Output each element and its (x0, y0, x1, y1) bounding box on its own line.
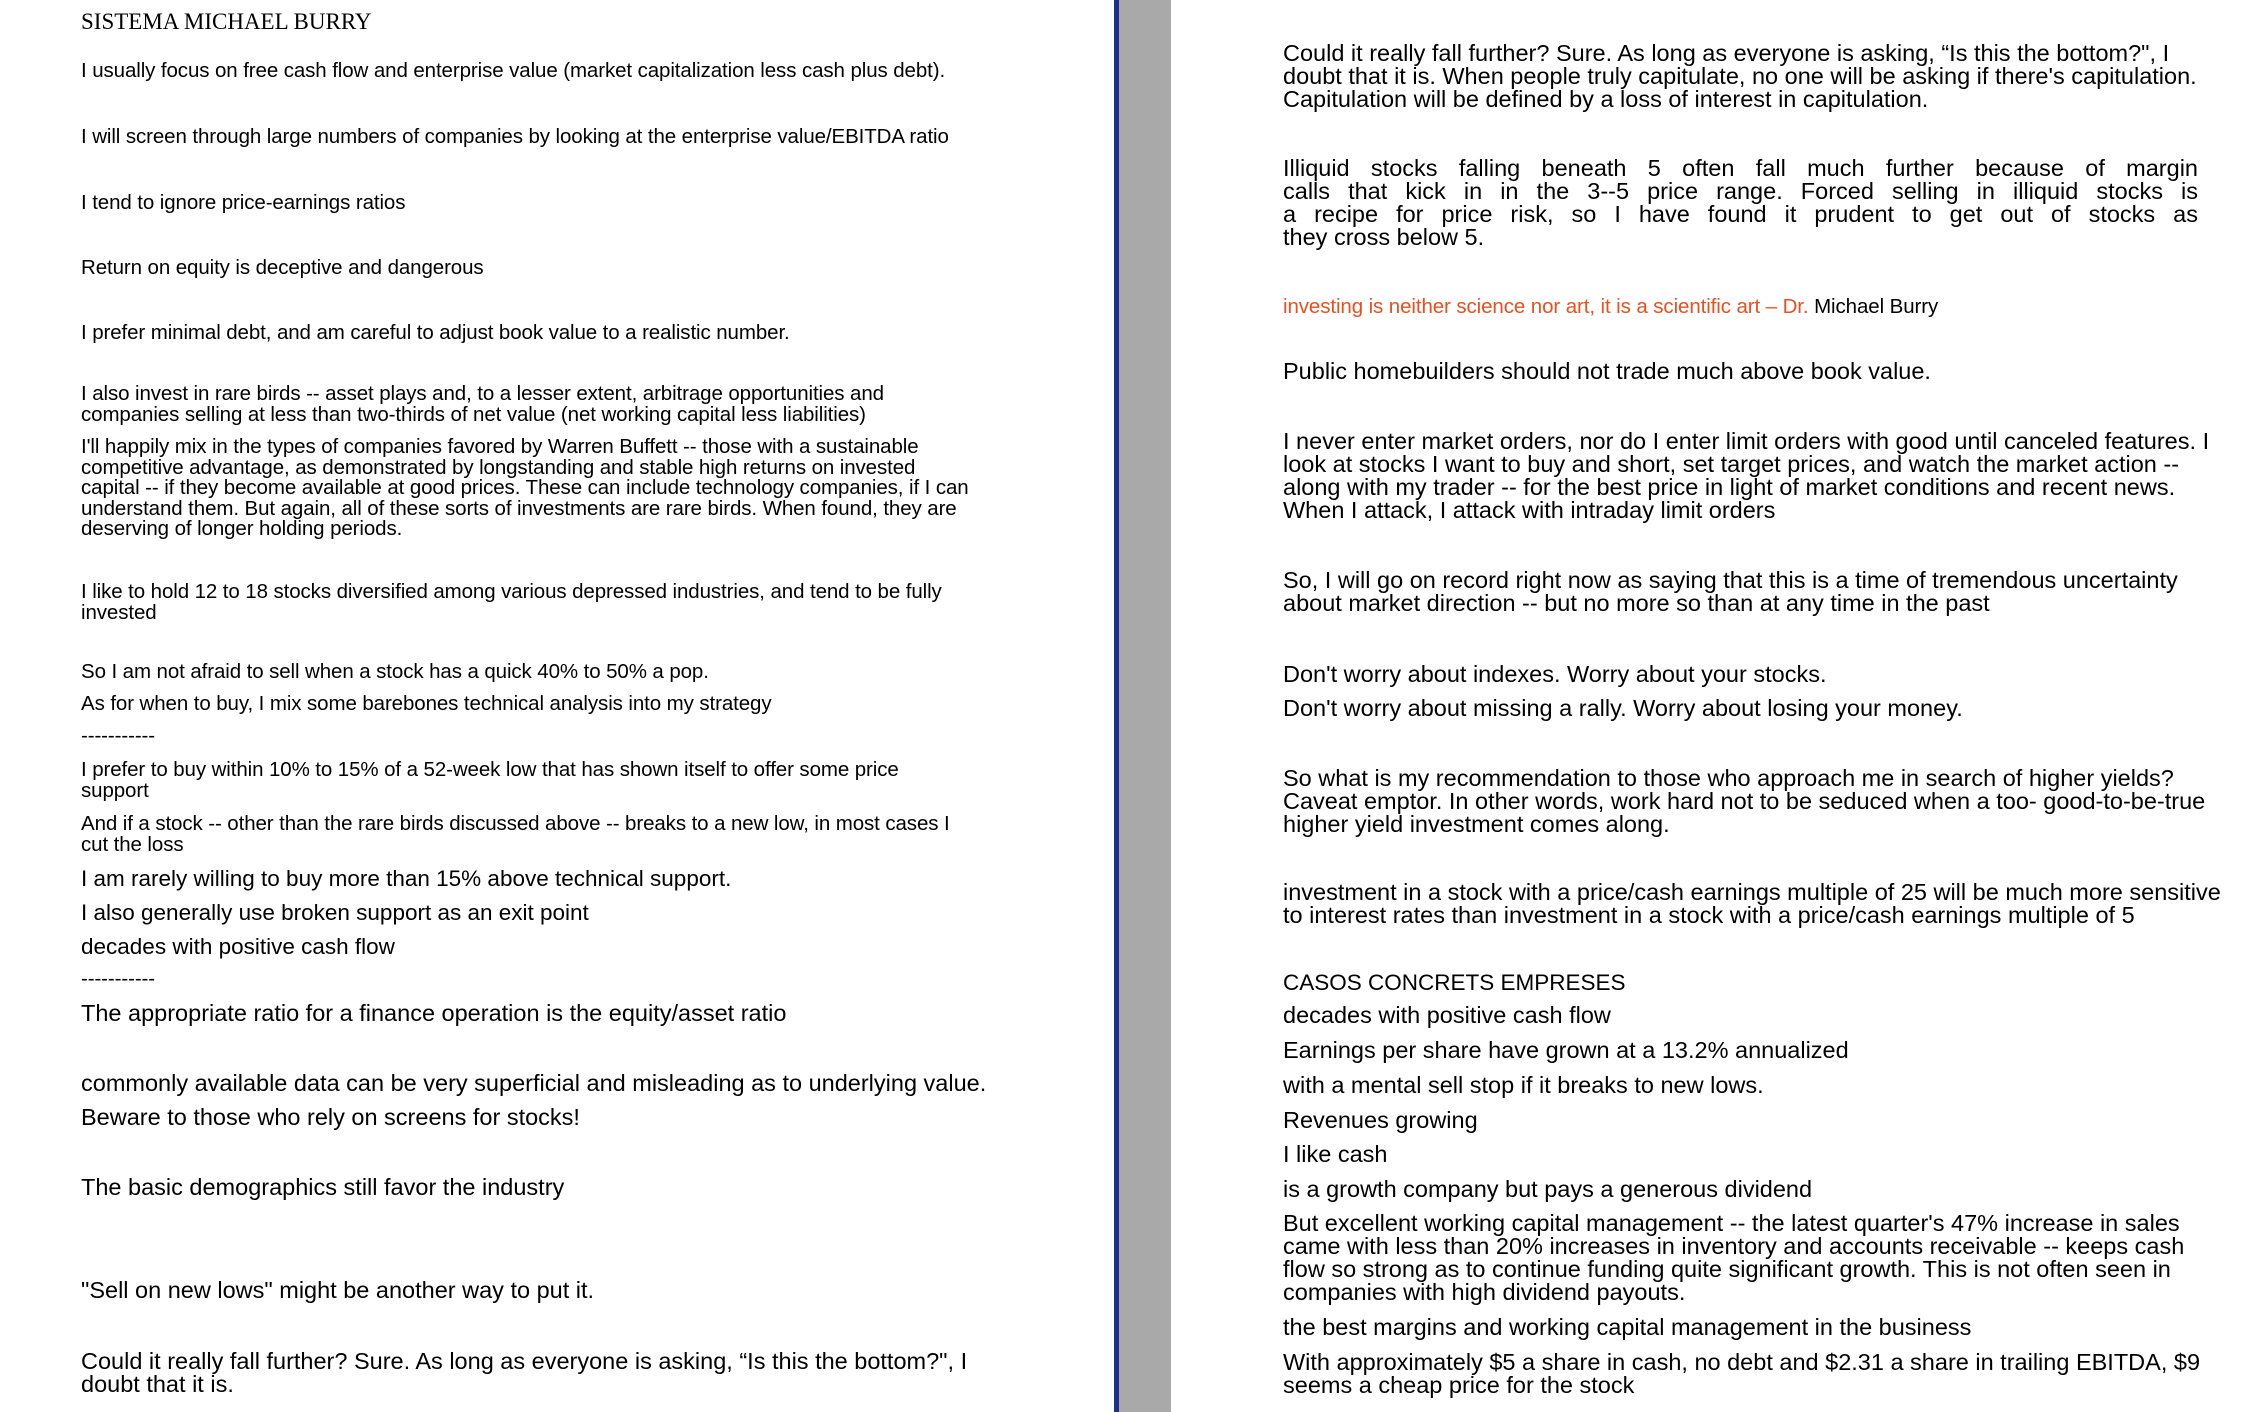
paragraph (81, 1350, 967, 1396)
document-page-right[interactable] (1171, 0, 2264, 1412)
paragraph: I usually focus on free cash flow and enterprise value (market capitalization less cash plus debt). (81, 59, 946, 82)
document-title: SISTEMA MICHAEL BURRY (81, 9, 372, 34)
text-line: they cross below 5. (1283, 224, 1485, 250)
text-line: invested (81, 600, 157, 624)
paragraph: The basic demographics still favor the industry (81, 1174, 565, 1200)
text-line: So what is my recommendation to those who approach me in search of higher yields? (1283, 765, 2174, 791)
text-line: look at stocks I want to buy and short, set target prices, and watch the market action -- (1283, 451, 2180, 477)
separator: ----------- (81, 724, 155, 747)
text-line: higher yield investment comes along. (1283, 811, 1670, 837)
text-line: understand them. But again, all of these sorts of investments are rare birds. When found, they are (81, 496, 957, 520)
text-line: Could it really fall further? Sure. As long as everyone is asking, “Is this the bottom?", I (81, 1348, 968, 1374)
quote-author: Michael Burry (1808, 295, 1939, 318)
paragraph: with a mental sell stop if it breaks to new lows. (1283, 1072, 1764, 1098)
text-line: along with my trader -- for the best price in light of market conditions and recent news. (1283, 474, 2176, 500)
quote (1283, 297, 1938, 318)
paragraph: the best margins and working capital management in the business (1283, 1314, 1972, 1340)
text-line: Caveat emptor. In other words, work hard not to be seduced when a too- good-to-be-true (1283, 788, 2206, 814)
text-line: came with less than 20% increases in inventory and accounts receivable -- keeps cash (1283, 1233, 2185, 1259)
separator: ----------- (81, 967, 155, 990)
paragraph (1283, 42, 2197, 111)
paragraph: decades with positive cash flow (1283, 1002, 1611, 1028)
paragraph: I tend to ignore price-earnings ratios (81, 191, 406, 214)
text-line: Capitulation will be defined by a loss of interest in capitulation. (1283, 86, 1929, 112)
paragraph: I like cash (1283, 1141, 1388, 1167)
text-line: capital -- if they become available at good prices. These can include technology companies, if I can (81, 476, 969, 499)
paragraph: commonly available data can be very superficial and misleading as to underlying value. (81, 1070, 987, 1096)
paragraph (81, 582, 942, 623)
paragraph: I am rarely willing to buy more than 15% above technical support. (81, 866, 732, 891)
text-line: support (81, 778, 149, 802)
text-line: companies selling at less than two-thirds of net value (net working capital less liabilities) (81, 402, 866, 426)
paragraph: Revenues growing (1283, 1107, 1478, 1133)
paragraph (1283, 881, 2221, 927)
text-line: And if a stock -- other than the rare birds discussed above -- breaks to a new low, in most cases I (81, 812, 950, 835)
text-line: companies with high dividend payouts. (1283, 1279, 1686, 1305)
text-line: deserving of longer holding periods. (81, 517, 403, 540)
paragraph: I will screen through large numbers of companies by looking at the enterprise value/EBITDA ratio (81, 125, 949, 148)
paragraph (1283, 767, 2205, 836)
paragraph (81, 384, 884, 425)
paragraph (81, 437, 969, 540)
text-line: flow so strong as to continue funding quite significant growth. This is not often seen in (1283, 1256, 2171, 1282)
paragraph: The appropriate ratio for a finance operation is the equity/asset ratio (81, 1000, 787, 1026)
text-line: But excellent working capital management -- the latest quarter's 47% increase in sales (1283, 1210, 2180, 1236)
paragraph: So I am not afraid to sell when a stock has a quick 40% to 50% a pop. (81, 660, 709, 683)
text-line: I like to hold 12 to 18 stocks diversified among various depressed industries, and tend to be fully (81, 580, 942, 603)
paragraph: I also generally use broken support as an exit point (81, 900, 589, 925)
text-line: So, I will go on record right now as saying that this is a time of tremendous uncertainty (1283, 567, 2178, 593)
text-line: I also invest in rare birds -- asset plays and, to a lesser extent, arbitrage opportunities and (81, 382, 884, 405)
text-line: about market direction -- but no more so than at any time in the past (1283, 590, 1990, 616)
text-line: seems a cheap price for the stock (1283, 1372, 1635, 1398)
text-line: I never enter market orders, nor do I enter limit orders with good until canceled features. I (1283, 428, 2210, 454)
paragraph: is a growth company but pays a generous dividend (1283, 1176, 1813, 1202)
paragraph: Don't worry about indexes. Worry about your stocks. (1283, 661, 1827, 687)
text-line: cut the loss (81, 832, 184, 856)
page-gutter-edge (1114, 0, 1119, 1412)
paragraph: I prefer minimal debt, and am careful to adjust book value to a realistic number. (81, 321, 790, 344)
text-line: doubt that it is. (81, 1371, 234, 1397)
paragraph: Return on equity is deceptive and dangerous (81, 256, 484, 279)
paragraph (1283, 1212, 2184, 1304)
text-line: calls that kick in in the 3--5 price range. Forced selling in illiquid stocks is (1283, 178, 2198, 204)
text-line: competitive advantage, as demonstrated by longstanding and stable high returns on invested (81, 455, 916, 479)
text-line: I'll happily mix in the types of companies favored by Warren Buffett -- those with a sustainable (81, 435, 919, 458)
text-line: a recipe for price risk, so I have found it prudent to get out of stocks as (1283, 201, 2198, 227)
paragraph: As for when to buy, I mix some barebones technical analysis into my strategy (81, 692, 772, 715)
paragraph (81, 814, 950, 855)
paragraph: Beware to those who rely on screens for stocks! (81, 1104, 580, 1130)
text-line: to interest rates than investment in a stock with a price/cash earnings multiple of 5 (1283, 902, 2135, 928)
text-line: doubt that it is. When people truly capitulate, no one will be asking if there's capitulation. (1283, 63, 2197, 89)
text-line: With approximately $5 a share in cash, no debt and $2.31 a share in trailing EBITDA, $9 (1283, 1349, 2201, 1375)
text-line: I prefer to buy within 10% to 15% of a 52-week low that has shown itself to offer some price (81, 758, 899, 781)
page-gutter (1114, 0, 1171, 1412)
paragraph (1283, 430, 2209, 522)
text-line: Illiquid stocks falling beneath 5 often fall much further because of margin (1283, 155, 2198, 181)
text-line: investment in a stock with a price/cash earnings multiple of 25 will be much more sensitive (1283, 879, 2221, 905)
paragraph (1283, 1351, 2200, 1397)
paragraph: Don't worry about missing a rally. Worry about losing your money. (1283, 695, 1963, 721)
document-page-left[interactable] (0, 0, 1114, 1412)
text-line: Could it really fall further? Sure. As long as everyone is asking, “Is this the bottom?", I (1283, 40, 2170, 66)
paragraph: Public homebuilders should not trade much above book value. (1283, 358, 1931, 384)
paragraph (81, 760, 899, 801)
section-heading: CASOS CONCRETS EMPRESES (1283, 970, 1626, 995)
paragraph (1283, 569, 2178, 615)
paragraph-justified (1283, 157, 2198, 249)
text-line: When I attack, I attack with intraday limit orders (1283, 497, 1776, 523)
paragraph: decades with positive cash flow (81, 934, 395, 959)
paragraph: "Sell on new lows" might be another way to put it. (81, 1277, 595, 1303)
quote-text: investing is neither science nor art, it is a scientific art – Dr. (1283, 295, 1809, 318)
paragraph: Earnings per share have grown at a 13.2% annualized (1283, 1037, 1849, 1063)
